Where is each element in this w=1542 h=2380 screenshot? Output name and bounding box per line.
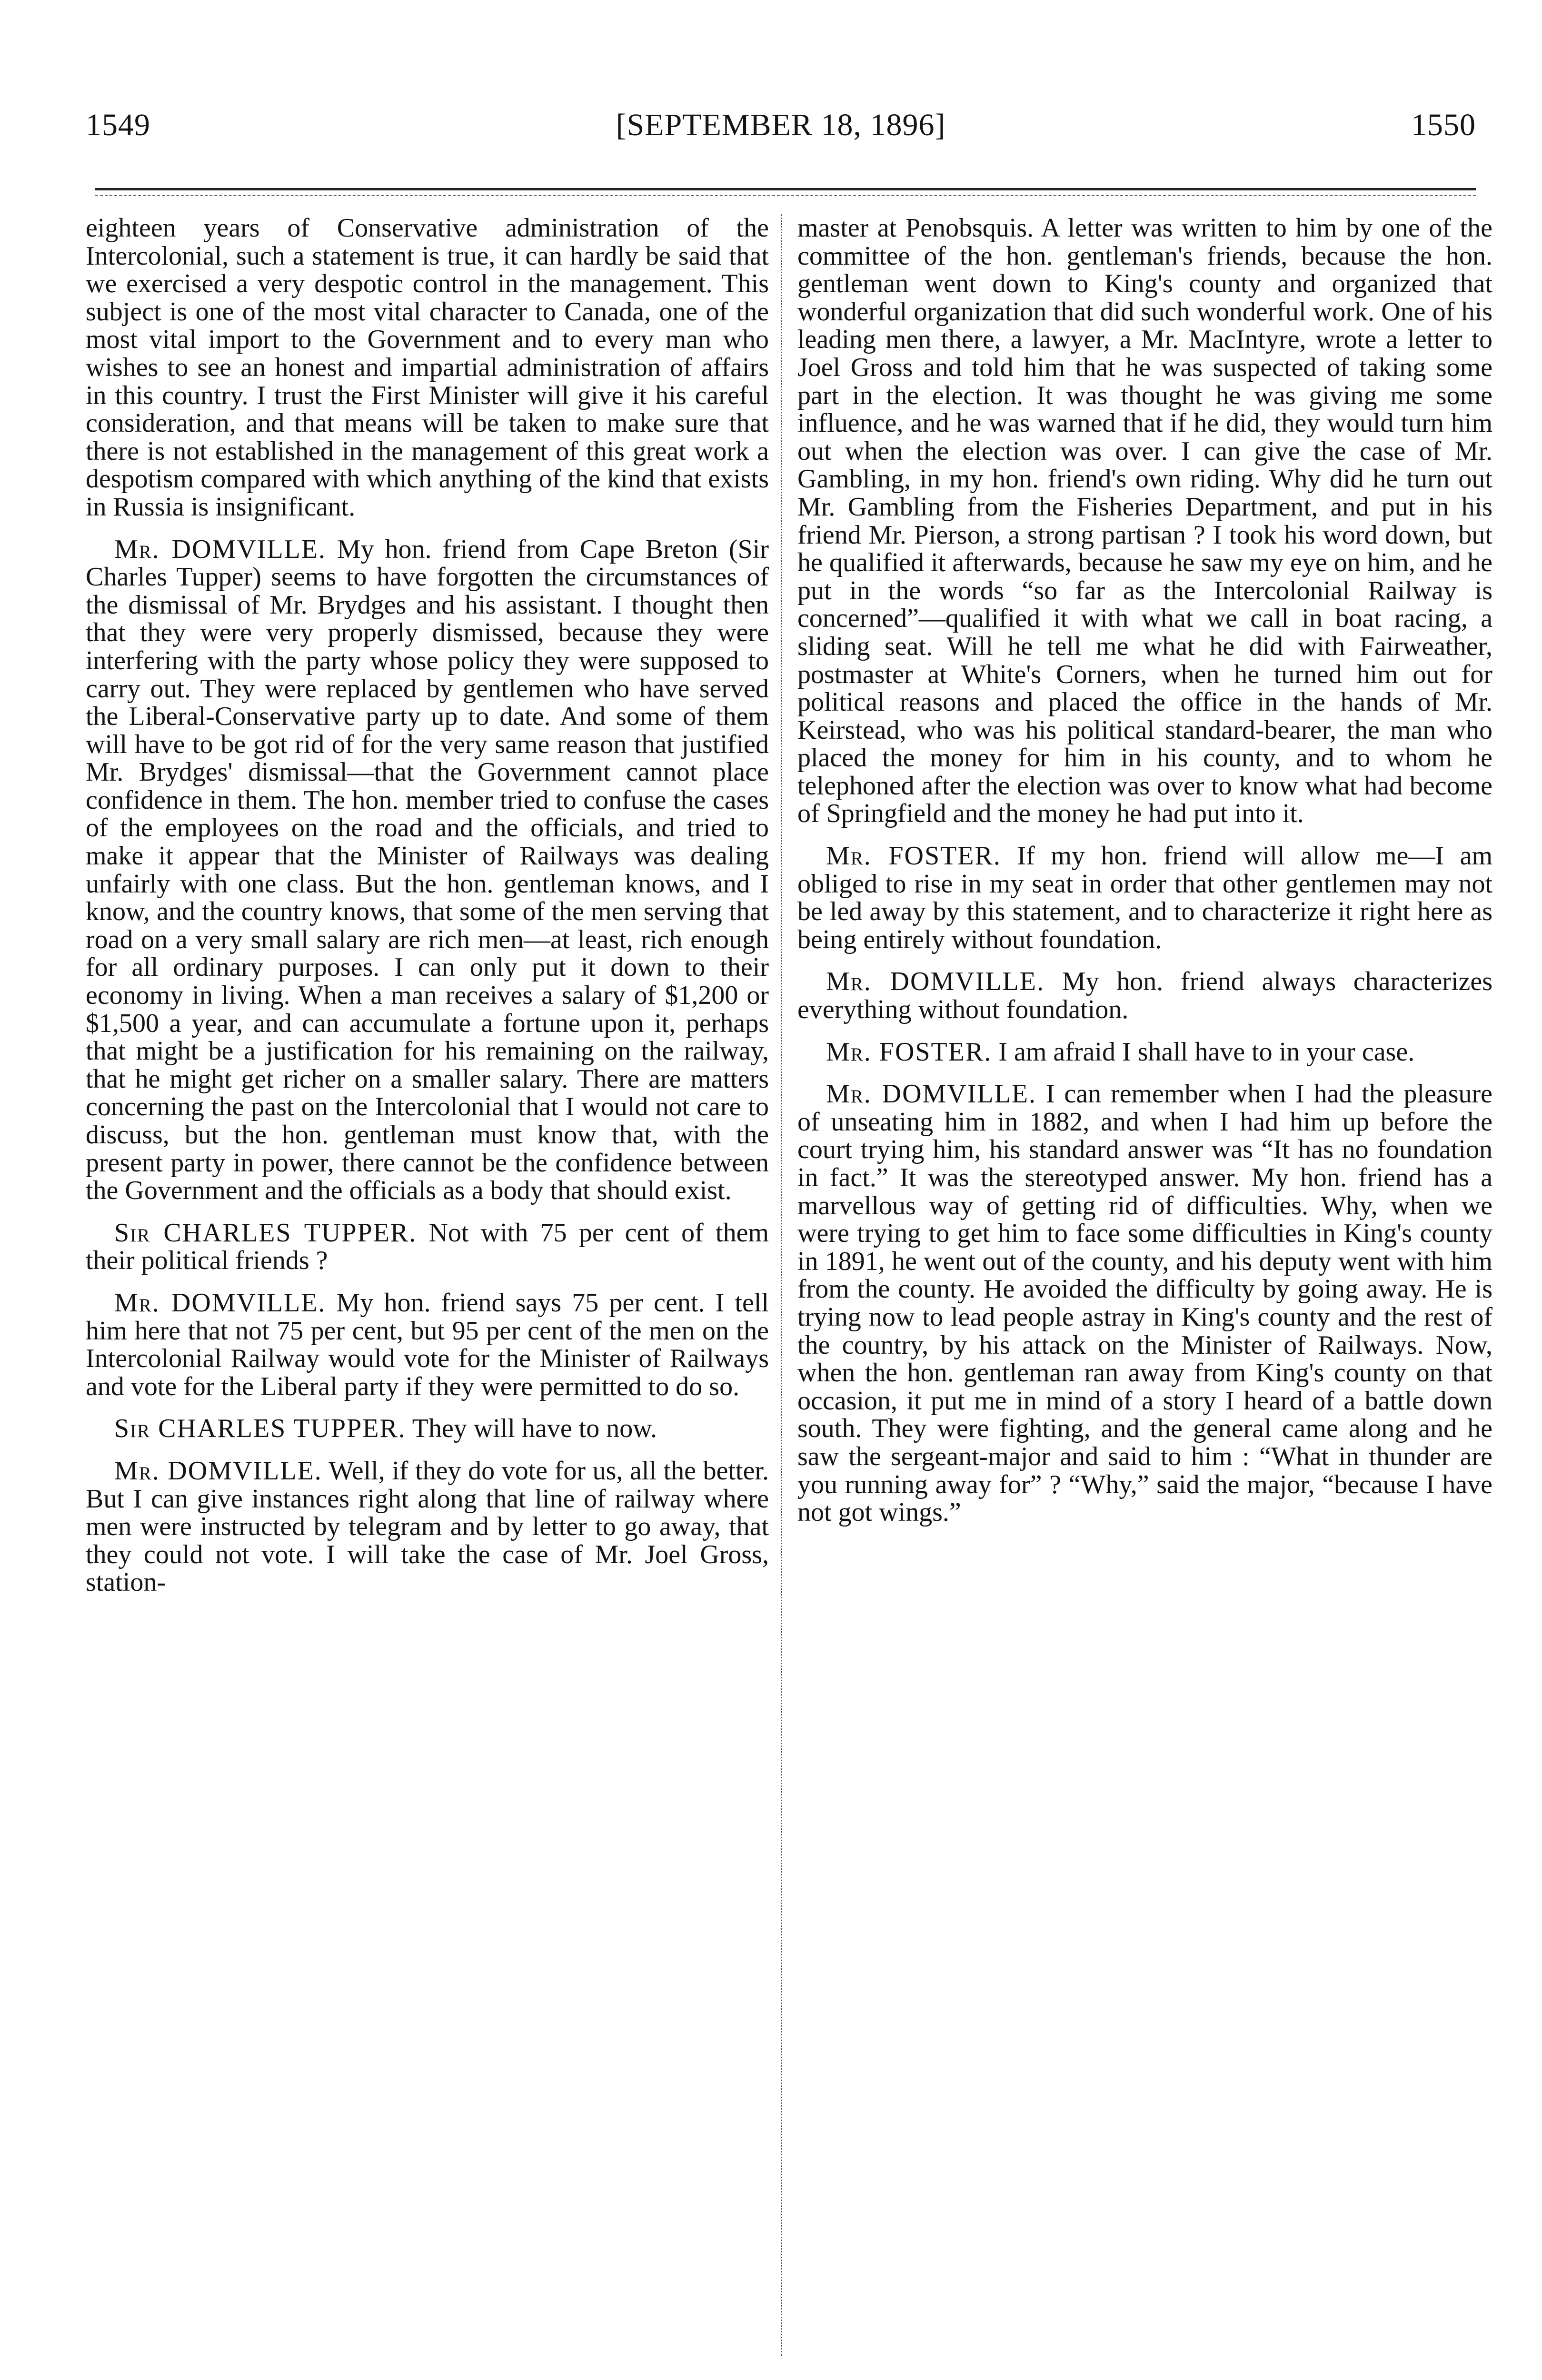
- paragraph-text: Well, if they do vote for us, all the better. But I can give instances right along that line of railway where men were instructed by telegram and by letter to go away, that they could not vote. I will take the case of Mr. Joel Gross, station-: [86, 1456, 769, 1597]
- paragraph: [86, 1457, 769, 1597]
- speaker-name: Mr. DOMVILLE.: [826, 967, 1045, 997]
- paragraph: [797, 1080, 1492, 1527]
- paragraph-text: eighteen years of Conservative administration of the Intercolonial, such a statement is true, it can hardly be said that we exercised a very despotic control in the management. This subject is one of the most vital character to Canada, one of the most vital import to the Government and to every man who wishes to see an honest and impartial administration of affairs in this country. I trust the First Minister will give it his careful consideration, and that means will be taken to make sure that there is not established in the management of this great work a despotism compared with which anything of the kind that exists in Russia is insignificant.: [86, 213, 769, 522]
- paragraph-text: My hon. friend says 75 per cent. I tell him here that not 75 per cent, but 95 per cent of the men on the Intercolonial Railway would vote for the Minister of Railways and vote for the Liberal party if they were permitted to do so.: [86, 1288, 769, 1401]
- page-date: [SEPTEMBER 18, 1896]: [616, 108, 946, 142]
- left-column: [86, 214, 769, 1611]
- paragraph: [86, 214, 769, 521]
- header-rule: [95, 188, 1476, 190]
- speaker-name: Mr. DOMVILLE.: [826, 1079, 1037, 1109]
- paragraph: [86, 1415, 769, 1443]
- paragraph: [86, 536, 769, 1205]
- right-page-number: 1550: [1411, 108, 1476, 142]
- paragraph-text: My hon. friend always characterizes everything without foundation.: [797, 967, 1492, 1025]
- paragraph-text: I can remember when I had the pleasure of unseating him in 1882, and when I had him up before the court trying him, his standard answer was “It has no foundation in fact.” It was the stereotyped answer. My hon. friend has a marvellous way of getting rid of difficulties. Why, when we were trying to get him to face some difficulties in King's county in 1891, he went out of the county, and his deputy went with him from the county. He avoided the difficulty by going away. He is trying now to lead people astray in King's county and the rest of the country, by his attack on the Minister of Railways. Now, when the hon. gentleman ran away from King's county on that occasion, it put me in mind of a story I heard of a battle down south. They were fighting, and the general came along and he saw the sergeant-major and said to him : “What in thunder are you running away for” ? “Why,” said the major, “because I have not got wings.”: [797, 1079, 1492, 1527]
- paragraph: [86, 1219, 769, 1275]
- header-rule-secondary: [95, 195, 1476, 196]
- paragraph-text: If my hon. friend will allow me—I am obliged to rise in my seat in order that other gentlemen may not be led away by this statement, and to characterize it right here as being entirely without foundation.: [797, 841, 1493, 954]
- paragraph: [797, 968, 1492, 1023]
- paragraph-text: Not with 75 per cent of them their political friends ?: [86, 1218, 769, 1276]
- paragraph-text: I am afraid I shall have to in your case.: [998, 1037, 1415, 1067]
- speaker-name: Mr. DOMVILLE.: [114, 1288, 326, 1318]
- speaker-name: Sir CHARLES TUPPER.: [114, 1414, 406, 1444]
- paragraph: [797, 214, 1492, 828]
- speaker-name: Mr. FOSTER.: [826, 1037, 992, 1067]
- paragraph-text: My hon. friend from Cape Breton (Sir Charles Tupper) seems to have forgotten the circumstances of the dismissal of Mr. Brydges and his assistant. I thought then that they were very properly dismissed, because they were interfering with the party whose policy they were supposed to carry out. They were replaced by gentlemen who have served the Liberal-Conservative party up to date. And some of them will have to be got rid of for the very same reason that justified Mr. Brydges' dismissal—that the Government cannot place confidence in them. The hon. member tried to confuse the cases of the employees on the road and the officials, and tried to make it appear that the Minister of Railways was dealing unfairly with one class. But the hon. gentleman knows, and I know, and the country knows, that some of the men serving that road on a very small salary are rich men—at least, rich enough for all ordinary purposes. I can only put it down to their economy in living. When a man receives a salary of $1,200 or $1,500 a year, and can accumulate a fortune upon it, perhaps that might be a justification for his remaining on the railway, that he might get richer on a smaller salary. There are matters concerning the past on the Intercolonial that I would not care to discuss, but the hon. gentleman must know that, with the present party in power, there cannot be the confidence between the Government and the officials as a body that should exist.: [86, 534, 769, 1206]
- speaker-name: Sir CHARLES TUPPER.: [114, 1218, 417, 1248]
- column-divider: [781, 214, 782, 2356]
- right-column: [797, 214, 1492, 1541]
- paragraph: [797, 842, 1492, 953]
- paragraph-text: master at Penobsquis. A letter was written to him by one of the committee of the hon. gentleman's friends, because the hon. gentleman went down to King's county and organized that wonderful organization that did such wonderful work. One of his leading men there, a lawyer, a Mr. MacIntyre, wrote a letter to Joel Gross and told him that he was suspected of taking some part in the election. It was thought he was giving me some influence, and he was warned that if he did, they would turn him out when the election was over. I can give the case of Mr. Gambling, in my hon. friend's own riding. Why did he turn out Mr. Gambling from the Fisheries Department, and put in his friend Mr. Pierson, a strong partisan ? I took his word down, but he qualified it afterwards, because he saw my eye on him, and he put in the words “so far as the Intercolonial Railway is concerned”—qualified it with what we call in boat racing, a sliding seat. Will he tell me what he did with Fairweather, postmaster at White's Corners, when he turned him out for political reasons and placed the office in the hands of Mr. Keirstead, who was his political standard-bearer, the man who placed the money for him in his county, and to whom he telephoned after the election was over to know what had become of Springfield and the money he had put into it.: [797, 213, 1492, 829]
- speaker-name: Mr. DOMVILLE.: [114, 534, 327, 564]
- page-header: [86, 107, 1476, 164]
- paragraph: [797, 1038, 1492, 1066]
- speaker-name: Mr. FOSTER.: [826, 841, 1001, 871]
- left-page-number: 1549: [86, 108, 150, 142]
- paragraph-text: They will have to now.: [412, 1414, 657, 1444]
- paragraph: [86, 1289, 769, 1400]
- speaker-name: Mr. DOMVILLE.: [114, 1456, 322, 1486]
